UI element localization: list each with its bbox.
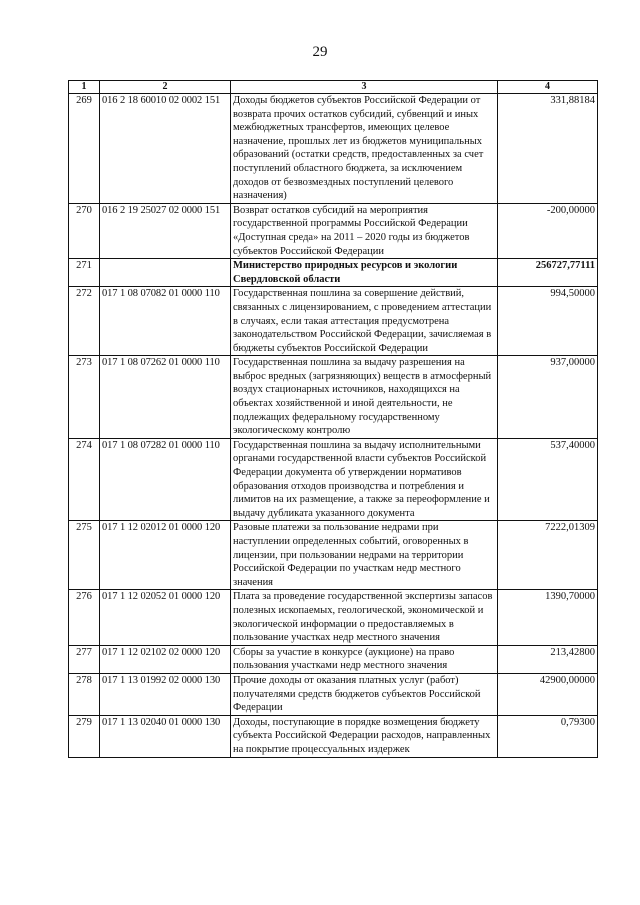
budget-revenue-table <box>68 80 598 758</box>
table-header-row <box>69 81 598 94</box>
row-name: Государственная пошлина за выдачу исполнительными органами государственной власти субъектов Российской Федерации документа об утверждении нормативов образования отходов производства и потребления и лимитов на их размещение, а также за переоформление и выдачу дубликата указанного документа <box>231 438 498 521</box>
column-header-name: 3 <box>231 81 498 94</box>
row-code: 017 1 12 02052 01 0000 120 <box>100 590 231 645</box>
table-row <box>69 673 598 715</box>
row-sum: 42900,00000 <box>498 673 598 715</box>
row-number: 277 <box>69 645 100 673</box>
column-header-number: 1 <box>69 81 100 94</box>
row-sum: 213,42800 <box>498 645 598 673</box>
row-number: 276 <box>69 590 100 645</box>
row-sum: 994,50000 <box>498 287 598 356</box>
page-number: 29 <box>312 44 328 60</box>
table-row <box>69 715 598 757</box>
table-row <box>69 645 598 673</box>
row-sum: 1390,70000 <box>498 590 598 645</box>
table-row <box>69 521 598 590</box>
row-sum: 937,00000 <box>498 356 598 439</box>
table-row <box>69 356 598 439</box>
row-number: 279 <box>69 715 100 757</box>
row-name: Сборы за участие в конкурсе (аукционе) на право пользования участками недр местного значения <box>231 645 498 673</box>
row-name: Доходы, поступающие в порядке возмещения бюджету субъекта Российской Федерации расходов, направленных на покрытие процессуальных издержек <box>231 715 498 757</box>
row-sum: 331,88184 <box>498 94 598 204</box>
column-header-sum: 4 <box>498 81 598 94</box>
row-code: 017 1 12 02012 01 0000 120 <box>100 521 231 590</box>
row-sum: 0,79300 <box>498 715 598 757</box>
row-name: Государственная пошлина за совершение действий, связанных с лицензированием, с проведением аттестации в случаях, если такая аттестация предусмотрена законодательством Российской Федерации, зачисляемая в бюджеты субъектов Российской Федерации <box>231 287 498 356</box>
row-code <box>100 259 231 287</box>
table-row <box>69 590 598 645</box>
table-row <box>69 94 598 204</box>
row-sum: 7222,01309 <box>498 521 598 590</box>
row-code: 016 2 19 25027 02 0000 151 <box>100 203 231 258</box>
column-header-code: 2 <box>100 81 231 94</box>
row-number: 272 <box>69 287 100 356</box>
row-code: 017 1 08 07262 01 0000 110 <box>100 356 231 439</box>
table-row <box>69 287 598 356</box>
table-row <box>69 438 598 521</box>
table-body <box>69 94 598 758</box>
row-number: 273 <box>69 356 100 439</box>
row-code: 017 1 08 07082 01 0000 110 <box>100 287 231 356</box>
row-number: 274 <box>69 438 100 521</box>
row-code: 017 1 08 07282 01 0000 110 <box>100 438 231 521</box>
row-name: Прочие доходы от оказания платных услуг (работ) получателями средств бюджетов субъектов Российской Федерации <box>231 673 498 715</box>
row-name: Доходы бюджетов субъектов Российской Федерации от возврата прочих остатков субсидий, субвенций и иных межбюджетных трансфертов, имеющих целевое назначение, прошлых лет из бюджетов муниципальных образований (остатки средств, предоставленных за счет поступлений областного бюджета, за исключением доходов от безвозмездных поступлений целевого назначения) <box>231 94 498 204</box>
row-code: 016 2 18 60010 02 0002 151 <box>100 94 231 204</box>
row-code: 017 1 13 01992 02 0000 130 <box>100 673 231 715</box>
row-name: Разовые платежи за пользование недрами при наступлении определенных событий, оговоренных в лицензии, при пользовании недрами на территории Российской Федерации по участкам недр местного значения <box>231 521 498 590</box>
table-row <box>69 203 598 258</box>
row-sum: 256727,77111 <box>498 259 598 287</box>
row-name: Министерство природных ресурсов и экологии Свердловской области <box>231 259 498 287</box>
row-name: Плата за проведение государственной экспертизы запасов полезных ископаемых, геологической, экономической и экологической информации о предоставляемых в пользование участках недр местного значения <box>231 590 498 645</box>
row-name: Государственная пошлина за выдачу разрешения на выброс вредных (загрязняющих) веществ в атмосферный воздух стационарных источников, находящихся на объектах хозяйственной и иной деятельности, не подлежащих федеральному государственному экологическому контролю <box>231 356 498 439</box>
row-sum: -200,00000 <box>498 203 598 258</box>
row-number: 278 <box>69 673 100 715</box>
row-code: 017 1 13 02040 01 0000 130 <box>100 715 231 757</box>
row-number: 271 <box>69 259 100 287</box>
row-code: 017 1 12 02102 02 0000 120 <box>100 645 231 673</box>
row-number: 270 <box>69 203 100 258</box>
row-number: 275 <box>69 521 100 590</box>
row-name: Возврат остатков субсидий на мероприятия государственной программы Российской Федерации «Доступная среда» на 2011 – 2020 годы из бюджетов субъектов Российской Федерации <box>231 203 498 258</box>
row-number: 269 <box>69 94 100 204</box>
row-sum: 537,40000 <box>498 438 598 521</box>
table-section-row <box>69 259 598 287</box>
